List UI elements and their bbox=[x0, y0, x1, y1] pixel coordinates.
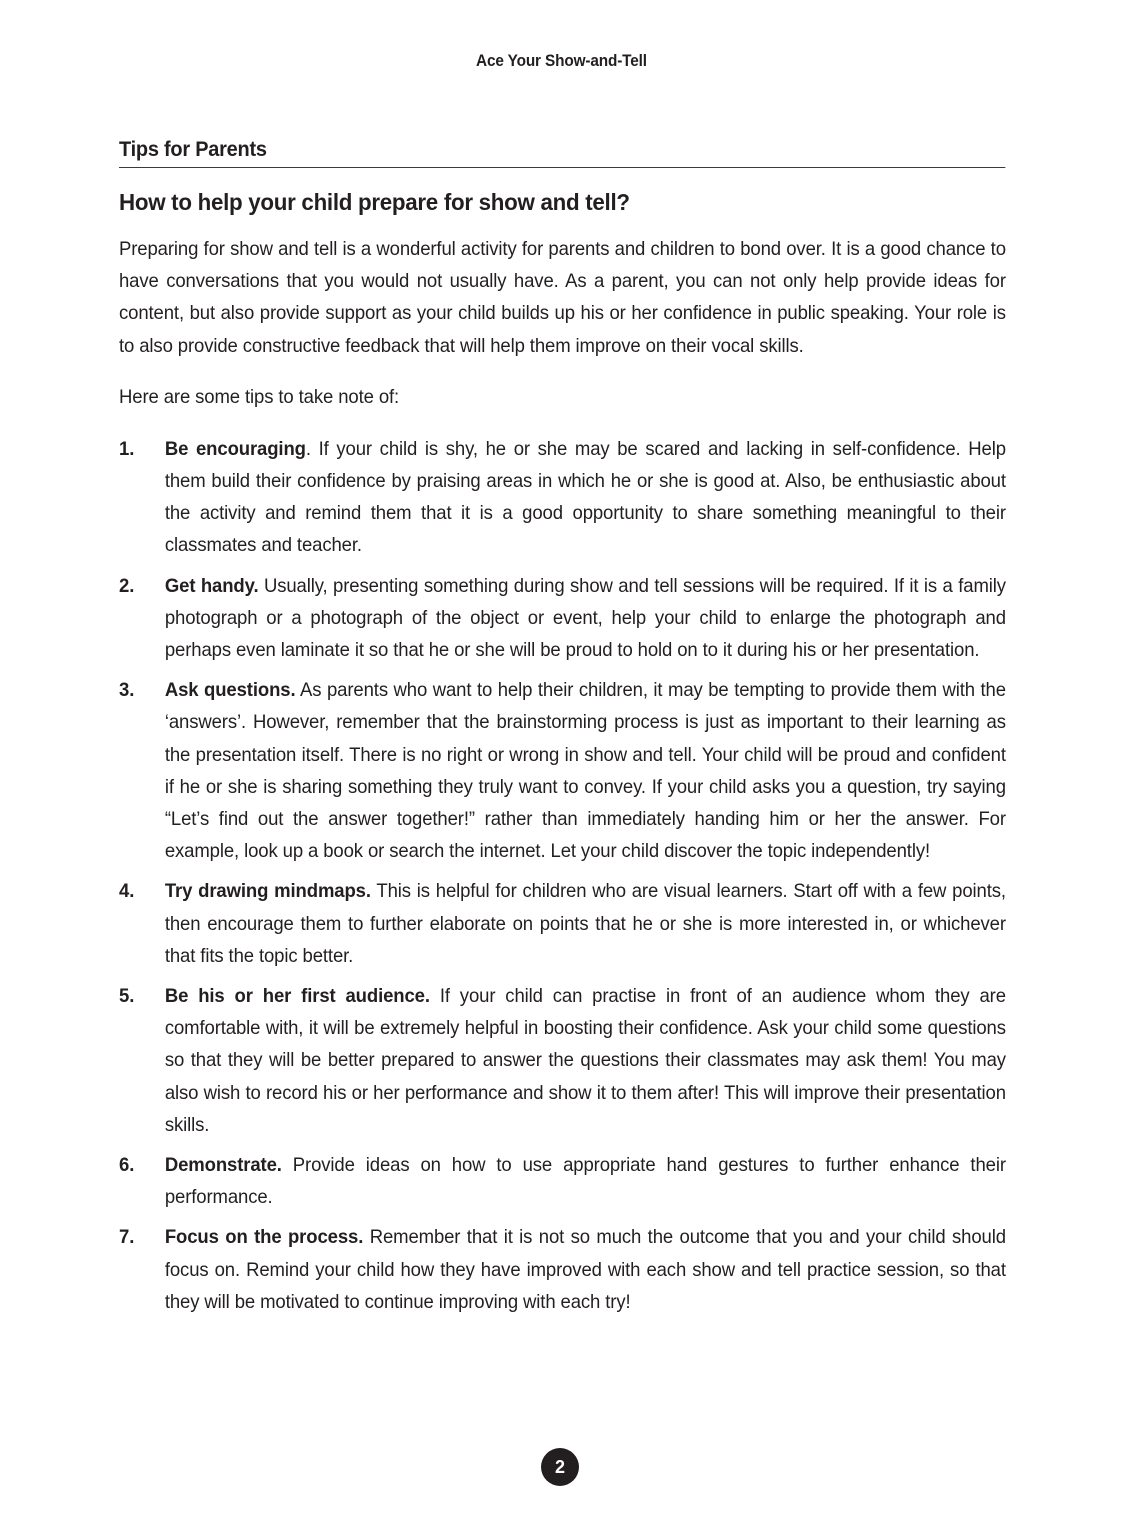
tip-number: 1. bbox=[119, 437, 135, 460]
list-lead-in: Here are some tips to take note of: bbox=[119, 386, 400, 409]
tip-body: Remember that it is not so much the outcome that you and your child should focus on. Remind your child how they have improved with each show and tell practice session, so that they will be motivated to continue improving with each try! bbox=[164, 1226, 1006, 1313]
tip-text bbox=[165, 1221, 1006, 1318]
running-header: Ace Your Show-and-Tell bbox=[476, 52, 647, 70]
page-content bbox=[119, 138, 1006, 1318]
tip-bold-lead: Be encouraging bbox=[164, 437, 306, 460]
tip-body: If your child can practise in front of an audience whom they are comfortable with, it will be extremely helpful in boosting their confidence. Ask your child some questions so that they will be better prepared to answer the questions their classmates may ask them! You may also wish to record his or her performance and show it to them after! This will improve their presentation skills. bbox=[164, 985, 1006, 1136]
tip-text bbox=[165, 433, 1006, 562]
tip-number: 3. bbox=[119, 679, 135, 702]
tip-list-item bbox=[119, 1149, 1006, 1213]
tip-text bbox=[165, 980, 1006, 1141]
tips-list bbox=[119, 433, 1006, 1318]
tip-text bbox=[165, 1149, 1006, 1213]
tip-list-item bbox=[119, 570, 1006, 667]
tip-list-item bbox=[119, 433, 1006, 562]
tip-text bbox=[165, 570, 1006, 667]
tip-bold-lead: Ask questions. bbox=[164, 679, 296, 702]
tip-body: . If your child is shy, he or she may be scared and lacking in self-confidence. Help them build their confidence by praising areas in which he or she is good at. Also, be enthusiastic about the activity and remind them that it is a good opportunity to share something meaningful to their classmates and teacher. bbox=[164, 437, 1006, 557]
tip-number: 6. bbox=[119, 1154, 135, 1177]
tip-number: 4. bbox=[119, 880, 135, 903]
section-label: Tips for Parents bbox=[119, 138, 1005, 168]
tip-list-item bbox=[119, 1221, 1006, 1318]
tip-bold-lead: Demonstrate. bbox=[164, 1154, 282, 1177]
intro-paragraph: Preparing for show and tell is a wonderful activity for parents and children to bond over. It is a good chance to have conversations that you would not usually have. As a parent, you can not only help provide ideas for content, but also provide support as your child builds up his or her confidence in public speaking. Your role is to also provide constructive feedback that will help them improve on their vocal skills. bbox=[119, 238, 1006, 357]
tip-body: Provide ideas on how to use appropriate hand gestures to further enhance their performance. bbox=[164, 1154, 1006, 1209]
tip-bold-lead: Be his or her first audience. bbox=[164, 985, 430, 1008]
tip-number: 2. bbox=[119, 574, 135, 597]
page-number-badge: 2 bbox=[541, 1448, 579, 1486]
tip-text bbox=[165, 875, 1006, 972]
tip-list-item bbox=[119, 980, 1006, 1141]
tip-list-item bbox=[119, 674, 1006, 867]
tip-bold-lead: Try drawing mindmaps. bbox=[164, 880, 371, 903]
tip-body: Usually, presenting something during show and tell sessions will be required. If it is a family photograph or a photograph of the object or event, help your child to enlarge the photograph and perhaps even laminate it so that he or she will be proud to hold on to it during his or her presentation. bbox=[164, 574, 1006, 662]
tip-body: As parents who want to help their children, it may be tempting to provide them with the ‘answers’. However, remember that the brainstorming process is just as important to their learning as the presentation itself. There is no right or wrong in show and tell. Your child will be proud and confident if he or she is sharing something they truly want to convey. If your child asks you a question, try saying “Let’s find out the answer together!” rather than immediately handing him or her the answer. For example, look up a book or search the internet. Let your child discover the topic independently! bbox=[164, 679, 1006, 863]
tip-number: 7. bbox=[119, 1226, 135, 1249]
page-title: How to help your child prepare for show and tell? bbox=[119, 189, 630, 215]
tip-number: 5. bbox=[119, 985, 135, 1008]
tip-bold-lead: Get handy. bbox=[164, 574, 259, 597]
tip-body: This is helpful for children who are visual learners. Start off with a few points, then encourage them to further elaborate on points that he or she is more interested in, or whichever that fits the topic better. bbox=[164, 880, 1006, 967]
tip-list-item bbox=[119, 875, 1006, 972]
tip-bold-lead: Focus on the process. bbox=[164, 1226, 364, 1249]
tip-text bbox=[165, 674, 1006, 867]
